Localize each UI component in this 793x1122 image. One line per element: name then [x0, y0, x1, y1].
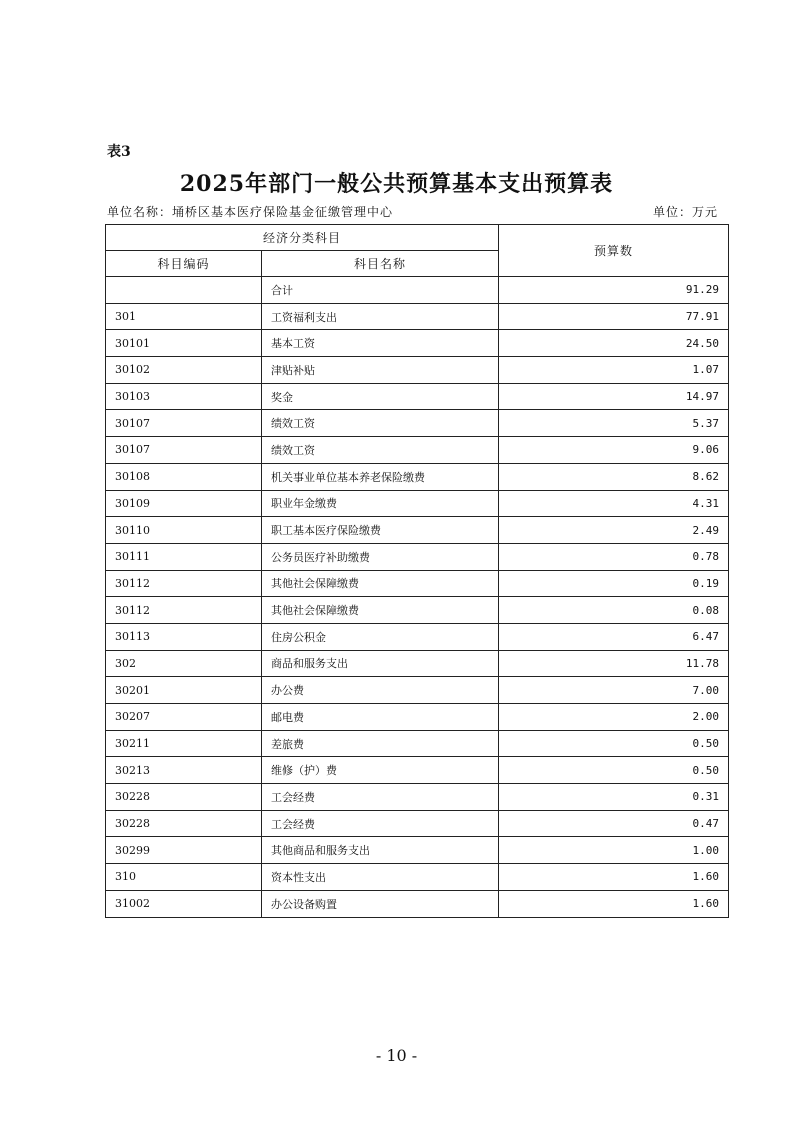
cell-code: 30112	[106, 597, 262, 624]
cell-code: 30109	[106, 490, 262, 517]
cell-code: 30107	[106, 410, 262, 437]
table-body	[106, 277, 729, 918]
cell-amount: 0.19	[499, 570, 729, 597]
table-row	[106, 490, 729, 517]
table-row	[106, 383, 729, 410]
cell-name: 绩效工资	[262, 410, 499, 437]
budget-table	[105, 224, 729, 918]
header-subject-name: 科目名称	[262, 251, 499, 277]
cell-amount: 2.00	[499, 704, 729, 731]
cell-code: 30108	[106, 463, 262, 490]
cell-code: 30201	[106, 677, 262, 704]
cell-amount: 0.47	[499, 810, 729, 837]
table-row	[106, 410, 729, 437]
table-row	[106, 730, 729, 757]
table-row	[106, 810, 729, 837]
cell-amount: 8.62	[499, 463, 729, 490]
cell-code: 302	[106, 650, 262, 677]
cell-code: 30299	[106, 837, 262, 864]
table-row	[106, 890, 729, 917]
cell-amount: 6.47	[499, 623, 729, 650]
table-row	[106, 277, 729, 304]
cell-name: 绩效工资	[262, 437, 499, 464]
cell-name: 工资福利支出	[262, 303, 499, 330]
header-budget-amount: 预算数	[499, 225, 729, 277]
cell-name: 职工基本医疗保险缴费	[262, 517, 499, 544]
table-row	[106, 864, 729, 891]
cell-name: 工会经费	[262, 810, 499, 837]
cell-amount: 1.07	[499, 357, 729, 384]
cell-code: 30111	[106, 543, 262, 570]
cell-name: 公务员医疗补助缴费	[262, 543, 499, 570]
page-title: 2025年部门一般公共预算基本支出预算表	[179, 171, 614, 197]
cell-amount: 77.91	[499, 303, 729, 330]
cell-amount: 4.31	[499, 490, 729, 517]
cell-name: 办公设备购置	[262, 890, 499, 917]
cell-name: 商品和服务支出	[262, 650, 499, 677]
cell-amount: 0.50	[499, 730, 729, 757]
cell-name: 合计	[262, 277, 499, 304]
cell-code: 301	[106, 303, 262, 330]
cell-amount: 0.08	[499, 597, 729, 624]
table-label: 表3	[107, 144, 131, 160]
table-row	[106, 437, 729, 464]
cell-name: 差旅费	[262, 730, 499, 757]
table-row	[106, 357, 729, 384]
cell-code: 30110	[106, 517, 262, 544]
cell-amount: 14.97	[499, 383, 729, 410]
cell-name: 其他社会保障缴费	[262, 570, 499, 597]
cell-name: 机关事业单位基本养老保险缴费	[262, 463, 499, 490]
cell-code	[106, 277, 262, 304]
cell-name: 津贴补贴	[262, 357, 499, 384]
cell-name: 奖金	[262, 383, 499, 410]
cell-code: 30107	[106, 437, 262, 464]
table-row	[106, 650, 729, 677]
cell-name: 住房公积金	[262, 623, 499, 650]
table-row	[106, 623, 729, 650]
cell-amount: 5.37	[499, 410, 729, 437]
page-number: - 10 -	[375, 1046, 418, 1065]
cell-code: 30103	[106, 383, 262, 410]
cell-code: 30213	[106, 757, 262, 784]
cell-name: 办公费	[262, 677, 499, 704]
cell-code: 31002	[106, 890, 262, 917]
cell-amount: 1.60	[499, 864, 729, 891]
table-row	[106, 704, 729, 731]
table-row	[106, 597, 729, 624]
unit-name: 单位名称：埇桥区基本医疗保险基金征缴管理中心	[107, 205, 394, 219]
table-row	[106, 677, 729, 704]
cell-code: 30102	[106, 357, 262, 384]
header-economic-classification: 经济分类科目	[106, 225, 499, 251]
cell-amount: 0.50	[499, 757, 729, 784]
cell-code: 30207	[106, 704, 262, 731]
unit-label: 单位：万元	[652, 205, 718, 219]
cell-name: 基本工资	[262, 330, 499, 357]
cell-amount: 1.60	[499, 890, 729, 917]
cell-code: 30228	[106, 810, 262, 837]
cell-code: 310	[106, 864, 262, 891]
cell-name: 其他商品和服务支出	[262, 837, 499, 864]
cell-code: 30113	[106, 623, 262, 650]
header-subject-code: 科目编码	[106, 251, 262, 277]
cell-name: 职业年金缴费	[262, 490, 499, 517]
table-row	[106, 303, 729, 330]
table-row	[106, 837, 729, 864]
table-row	[106, 517, 729, 544]
table-row	[106, 330, 729, 357]
cell-amount: 1.00	[499, 837, 729, 864]
table-row	[106, 463, 729, 490]
cell-amount: 91.29	[499, 277, 729, 304]
cell-name: 工会经费	[262, 784, 499, 811]
table-row	[106, 784, 729, 811]
cell-amount: 11.78	[499, 650, 729, 677]
cell-amount: 24.50	[499, 330, 729, 357]
cell-code: 30101	[106, 330, 262, 357]
table-row	[106, 757, 729, 784]
cell-amount: 0.78	[499, 543, 729, 570]
cell-code: 30112	[106, 570, 262, 597]
cell-name: 资本性支出	[262, 864, 499, 891]
cell-amount: 2.49	[499, 517, 729, 544]
cell-amount: 0.31	[499, 784, 729, 811]
cell-code: 30211	[106, 730, 262, 757]
cell-amount: 7.00	[499, 677, 729, 704]
cell-name: 其他社会保障缴费	[262, 597, 499, 624]
cell-code: 30228	[106, 784, 262, 811]
cell-name: 维修（护）费	[262, 757, 499, 784]
table-row	[106, 543, 729, 570]
cell-name: 邮电费	[262, 704, 499, 731]
cell-amount: 9.06	[499, 437, 729, 464]
table-row	[106, 570, 729, 597]
